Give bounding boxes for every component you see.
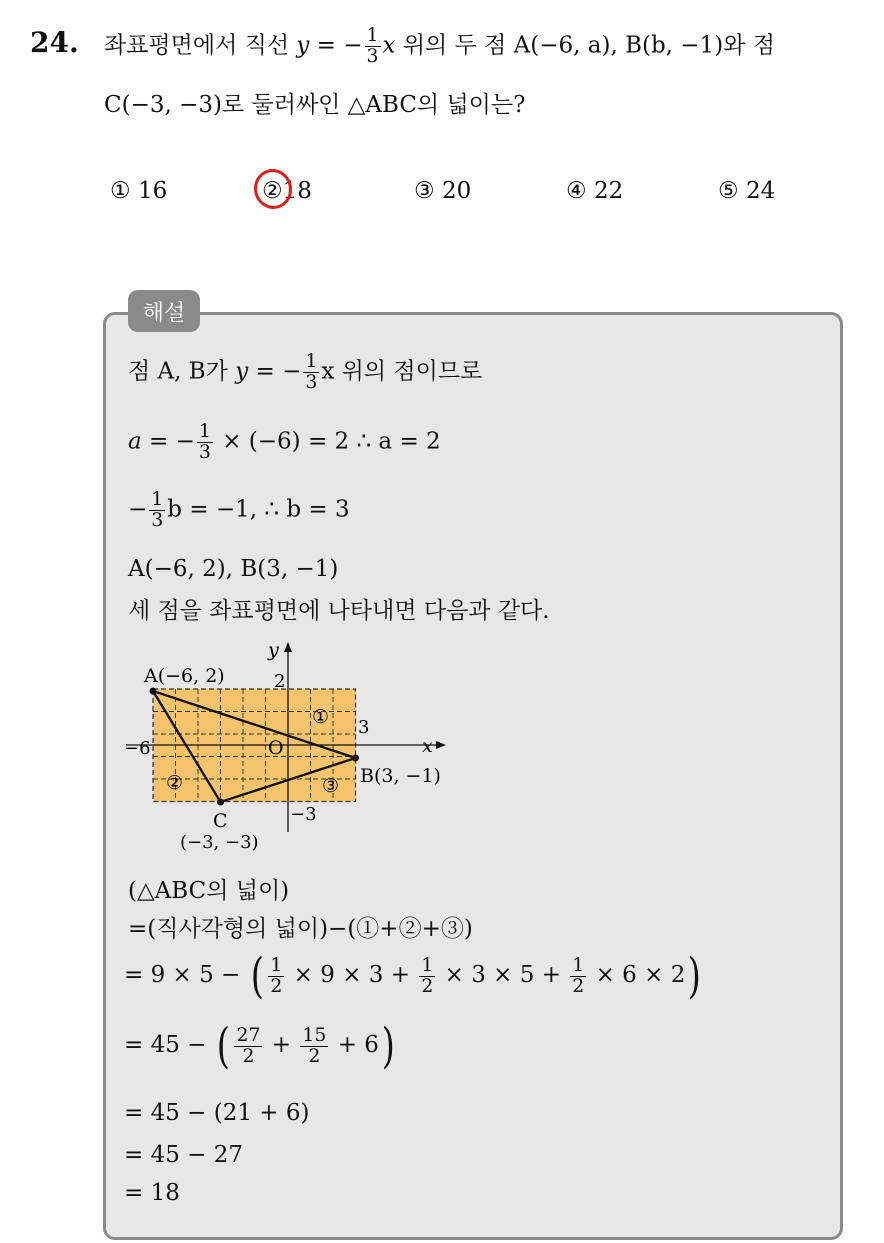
sol-eq: × 3 × 5 + (437, 962, 569, 988)
tick-neg3: −3 (290, 804, 317, 825)
fraction-one-third (303, 352, 319, 393)
choice-value: 20 (441, 178, 472, 204)
label-c-coord: (−3, −3) (180, 832, 259, 853)
solution-line-3 (128, 490, 350, 531)
sol-text: x 위의 점이므로 (321, 358, 483, 385)
frac-numerator: 1 (572, 953, 585, 976)
sol-eq: = 45 − (124, 1032, 214, 1058)
solution-line-11: = 45 − 27 (124, 1142, 244, 1168)
origin-label: O (268, 737, 284, 759)
sol-eq: × 6 × 2 (588, 962, 686, 988)
frac-denominator: 3 (151, 508, 164, 531)
eq-sign: = − (309, 32, 363, 59)
solution-line-9 (124, 1018, 398, 1074)
frac-numerator: 1 (198, 420, 211, 442)
question-line-2: C(−3, −3)로 둘러싸인 △ABC의 넓이는? (104, 92, 526, 118)
sol-eq: a = − (128, 428, 195, 455)
label-b: B(3, −1) (360, 765, 441, 787)
x-axis-arrow-icon (436, 741, 446, 749)
fraction-one-third (197, 422, 213, 463)
point-b (352, 755, 359, 762)
solution-line-5: 세 점을 좌표평면에 나타내면 다음과 같다. (128, 598, 550, 624)
frac-denominator: 3 (305, 370, 318, 393)
region-1-label: ① (312, 706, 330, 728)
point-c (217, 799, 224, 806)
choice-value: 16 (137, 178, 168, 204)
sol-eq: = 9 × 5 − (124, 962, 248, 988)
solution-line-12: = 18 (124, 1180, 180, 1206)
fraction-one-third (365, 26, 381, 67)
fraction-half (419, 953, 435, 997)
sol-eq: × (−6) = 2 ∴ a = 2 (214, 428, 441, 455)
point-a (150, 688, 157, 695)
sol-eq: − (128, 496, 148, 523)
sol-eq: b = −1, ∴ b = 3 (167, 496, 350, 523)
region-2-label: ② (166, 772, 184, 794)
fraction-half (268, 953, 284, 997)
solution-tag: 해설 (128, 290, 200, 332)
solution-line-8 (124, 948, 704, 1004)
choice-4[interactable] (566, 178, 623, 204)
question-text-suffix: 위의 두 점 A(−6, a), B(b, −1)와 점 (395, 32, 775, 59)
var-x: x (382, 32, 396, 59)
solution-line-10: = 45 − (21 + 6) (124, 1100, 310, 1126)
frac-numerator: 1 (270, 953, 283, 976)
choice-mark: ③ (414, 178, 435, 204)
choice-mark: ④ (566, 178, 587, 204)
fraction-half (570, 953, 586, 997)
sol-text: 점 A, B가 (128, 358, 236, 385)
choice-mark: ① (110, 178, 131, 204)
solution-line-7: =(직사각형의 넓이)−(①+②+③) (128, 916, 473, 942)
solution-line-6: (△ABC의 넓이) (128, 878, 290, 904)
coordinate-graph (118, 632, 458, 862)
choice-mark-text: ② (262, 178, 283, 204)
choice-value: 18 (282, 178, 312, 204)
left-paren-icon: ( (216, 1018, 230, 1074)
axis-y-label: y (268, 639, 279, 661)
region-3-label: ③ (322, 775, 340, 797)
frac-denominator: 3 (198, 440, 211, 463)
question-line-1 (104, 26, 775, 67)
choice-mark (262, 178, 283, 204)
axis-x-label: x (422, 735, 433, 757)
frac-denominator: 2 (270, 974, 283, 997)
choice-5[interactable] (718, 178, 775, 204)
frac-denominator: 2 (242, 1044, 255, 1067)
question-number: 24. (30, 26, 79, 59)
frac-denominator: 2 (421, 974, 434, 997)
solution-line-1 (128, 352, 482, 393)
frac-numerator: 1 (305, 350, 318, 372)
label-a: A(−6, 2) (144, 665, 225, 687)
frac-denominator: 2 (308, 1044, 321, 1067)
frac-numerator: 1 (151, 488, 164, 510)
fraction-15-2 (300, 1023, 328, 1067)
fraction-27-2 (234, 1023, 262, 1067)
frac-denominator: 3 (366, 44, 379, 67)
frac-numerator: 1 (366, 24, 379, 46)
sol-eq: + 6 (330, 1032, 379, 1058)
tick-2: 2 (274, 671, 286, 692)
choice-mark: ⑤ (718, 178, 739, 204)
var-y: y (296, 32, 310, 59)
tick-neg6: −6 (124, 738, 151, 759)
frac-numerator: 15 (302, 1023, 327, 1046)
choice-3[interactable] (414, 178, 471, 204)
solution-line-2 (128, 422, 441, 463)
choice-1[interactable] (110, 178, 167, 204)
fraction-one-third (149, 490, 165, 531)
right-paren-icon: ) (381, 1018, 395, 1074)
left-paren-icon: ( (250, 948, 264, 1004)
label-c: C (213, 810, 228, 832)
frac-numerator: 27 (236, 1023, 261, 1046)
frac-denominator: 2 (572, 974, 585, 997)
sol-eq: × 9 × 3 + (286, 962, 418, 988)
tick-3: 3 (358, 717, 370, 738)
question-text: 좌표평면에서 직선 (104, 32, 297, 59)
choice-2[interactable] (262, 178, 312, 204)
solution-line-4: A(−6, 2), B(3, −1) (128, 556, 339, 582)
sol-eq: + (264, 1032, 299, 1058)
answer-circle-icon (250, 165, 297, 213)
sol-eq: y = − (235, 358, 302, 385)
frac-numerator: 1 (421, 953, 434, 976)
right-paren-icon: ) (688, 948, 702, 1004)
choice-value: 22 (593, 178, 624, 204)
y-axis-arrow-icon (284, 642, 292, 652)
choice-value: 24 (745, 178, 776, 204)
